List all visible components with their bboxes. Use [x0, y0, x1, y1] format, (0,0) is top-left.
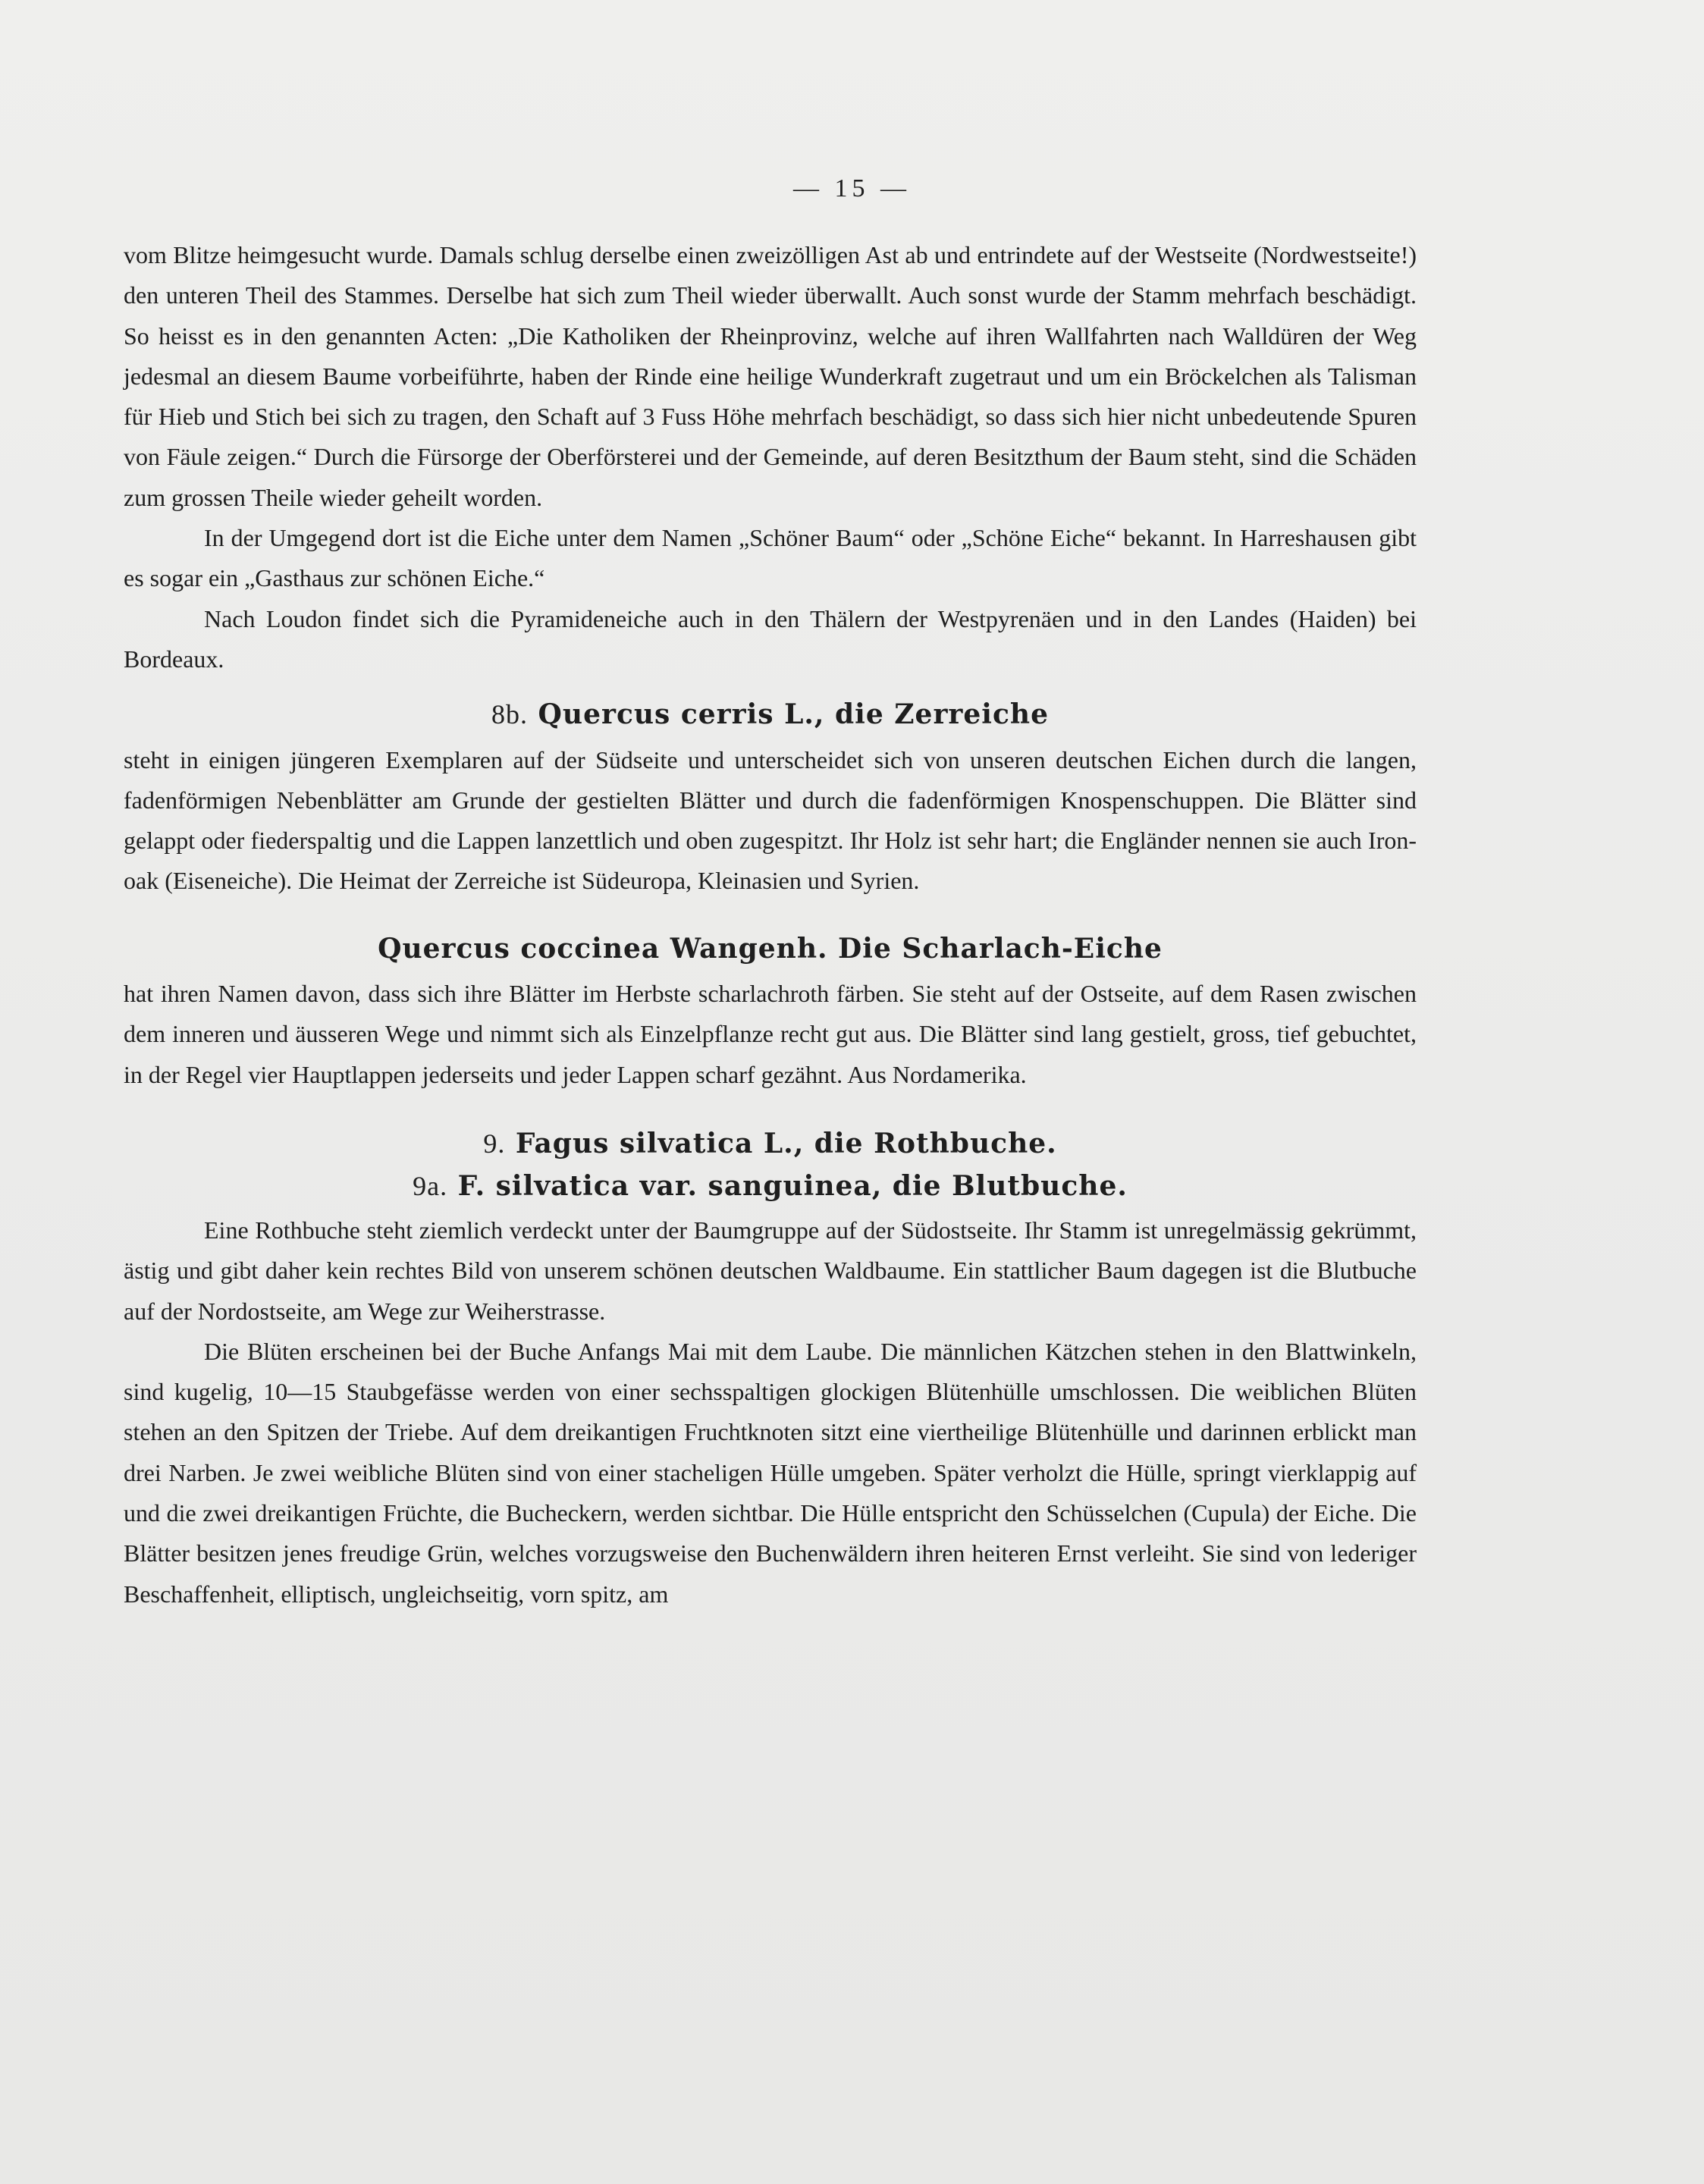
heading-quercus-cerris — [124, 695, 1417, 735]
paragraph-loudon: Nach Loudon findet sich die Pyramideneiche auch in den Thälern der Westpyrenäen und in den Landes (Haiden) bei Bordeaux. — [124, 604, 1417, 673]
heading-fagus-silvatica — [124, 1122, 1417, 1165]
heading-number: 9a. — [413, 1170, 448, 1201]
heading-number: 9. — [483, 1128, 506, 1159]
paragraph-zerreiche: steht in einigen jüngeren Exemplaren auf der Südseite und unterscheidet sich von unseren deutschen Eichen durch die langen, fadenförmigen Nebenblätter am Grunde der gestielten Blätter und durch die fadenförmigen Knospenschuppen. Die Blätter sind gelappt oder fiederspaltig und die Lappen lanzettlich und oben zugespitzt. Ihr Holz ist sehr hart; die Engländer nennen sie auch Iron-oak (Eiseneiche). Die Heimat der Zerreiche ist Südeuropa, Kleinasien und Syrien. — [124, 745, 1417, 895]
paragraph-blitz: vom Blitze heimgesucht wurde. Damals schlug derselbe einen zweizölligen Ast ab und entrindete auf der Westseite (Nordwestseite!) den unteren Theil des Stammes. Derselbe hat sich zum Theil wieder überwallt. Auch sonst wurde der Stamm mehrfach beschädigt. So heisst es in den genannten Acten: „Die Katholiken der Rheinprovinz, welche auf ihren Wallfahrten nach Walldüren der Weg jedesmal an diesem Baume vorbeiführte, haben der Rinde eine heilige Wunderkraft zugetraut und um ein Bröckelchen als Talisman für Hieb und Stich bei sich zu tragen, den Schaft auf 3 Fuss Höhe mehrfach beschädigt, so dass sich hier nicht unbedeutende Spuren von Fäule zeigen.“ Durch die Fürsorge der Oberförsterei und der Gemeinde, auf deren Besitzthum der Baum steht, sind die Schäden zum grossen Theile wieder geheilt worden. — [124, 241, 1417, 511]
paragraph-scharlach-eiche: hat ihren Namen davon, dass sich ihre Blätter im Herbste scharlachroth färben. Sie steht auf der Ostseite, auf dem Rasen zwischen dem inneren und äusseren Wege und nimmt sich als Einzelpflanze recht gut aus. Die Blätter sind lang gestielt, gross, tief gebuchtet, in der Regel vier Hauptlappen jederseits und jeder Lappen scharf gezähnt. Aus Nordamerika. — [124, 980, 1417, 1088]
heading-number: 8b. — [491, 699, 528, 730]
paragraph-umgegend: In der Umgegend dort ist die Eiche unter dem Namen „Schöner Baum“ oder „Schöne Eiche“ bekannt. In Harreshausen gibt es sogar ein „Gasthaus zur schönen Eiche.“ — [124, 524, 1417, 592]
heading-title: F. silvatica var. sanguinea, die Blutbuche. — [457, 1169, 1128, 1202]
paragraph-rothbuche: Eine Rothbuche steht ziemlich verdeckt unter der Baumgruppe auf der Südostseite. Ihr Stamm ist unregelmässig gekrümmt, ästig und gibt daher kein rechtes Bild von unserem schönen deutschen Waldbaume. Ein stattlicher Baum dagegen ist die Blutbuche auf der Nordostseite, am Wege zur Weiherstrasse. — [124, 1216, 1417, 1325]
heading-blutbuche — [124, 1165, 1417, 1207]
heading-quercus-coccinea: Quercus coccinea Wangenh. Die Scharlach-Eiche — [378, 932, 1163, 965]
paragraph-blueten: Die Blüten erscheinen bei der Buche Anfangs Mai mit dem Laube. Die männlichen Kätzchen stehen in den Blattwinkeln, sind kugelig, 10—15 Staubgefässe werden von einer sechsspaltigen glockigen Blütenhülle umschlossen. Die weiblichen Blüten stehen an den Spitzen der Triebe. Auf dem dreikantigen Fruchtknoten sitzt eine viertheilige Blütenhülle und darinnen erblickt man drei Narben. Je zwei weibliche Blüten sind von einer stacheligen Hülle umgeben. Später verholzt die Hülle, springt vierklappig auf und die zwei dreikantigen Früchte, die Bucheckern, werden sichtbar. Die Hülle entspricht den Schüsselchen (Cupula) der Eiche. Die Blätter besitzen jenes freudige Grün, welches vorzugsweise den Buchenwäldern ihren heiteren Ernst verleiht. Sie sind von lederiger Beschaffenheit, elliptisch, ungleichseitig, vorn spitz, am — [124, 1337, 1417, 1608]
page-body — [124, 235, 1417, 1614]
page-number: — 15 — — [793, 174, 911, 202]
heading-title: Quercus cerris L., die Zerreiche — [538, 698, 1049, 731]
heading-title: Fagus silvatica L., die Rothbuche. — [515, 1127, 1057, 1159]
